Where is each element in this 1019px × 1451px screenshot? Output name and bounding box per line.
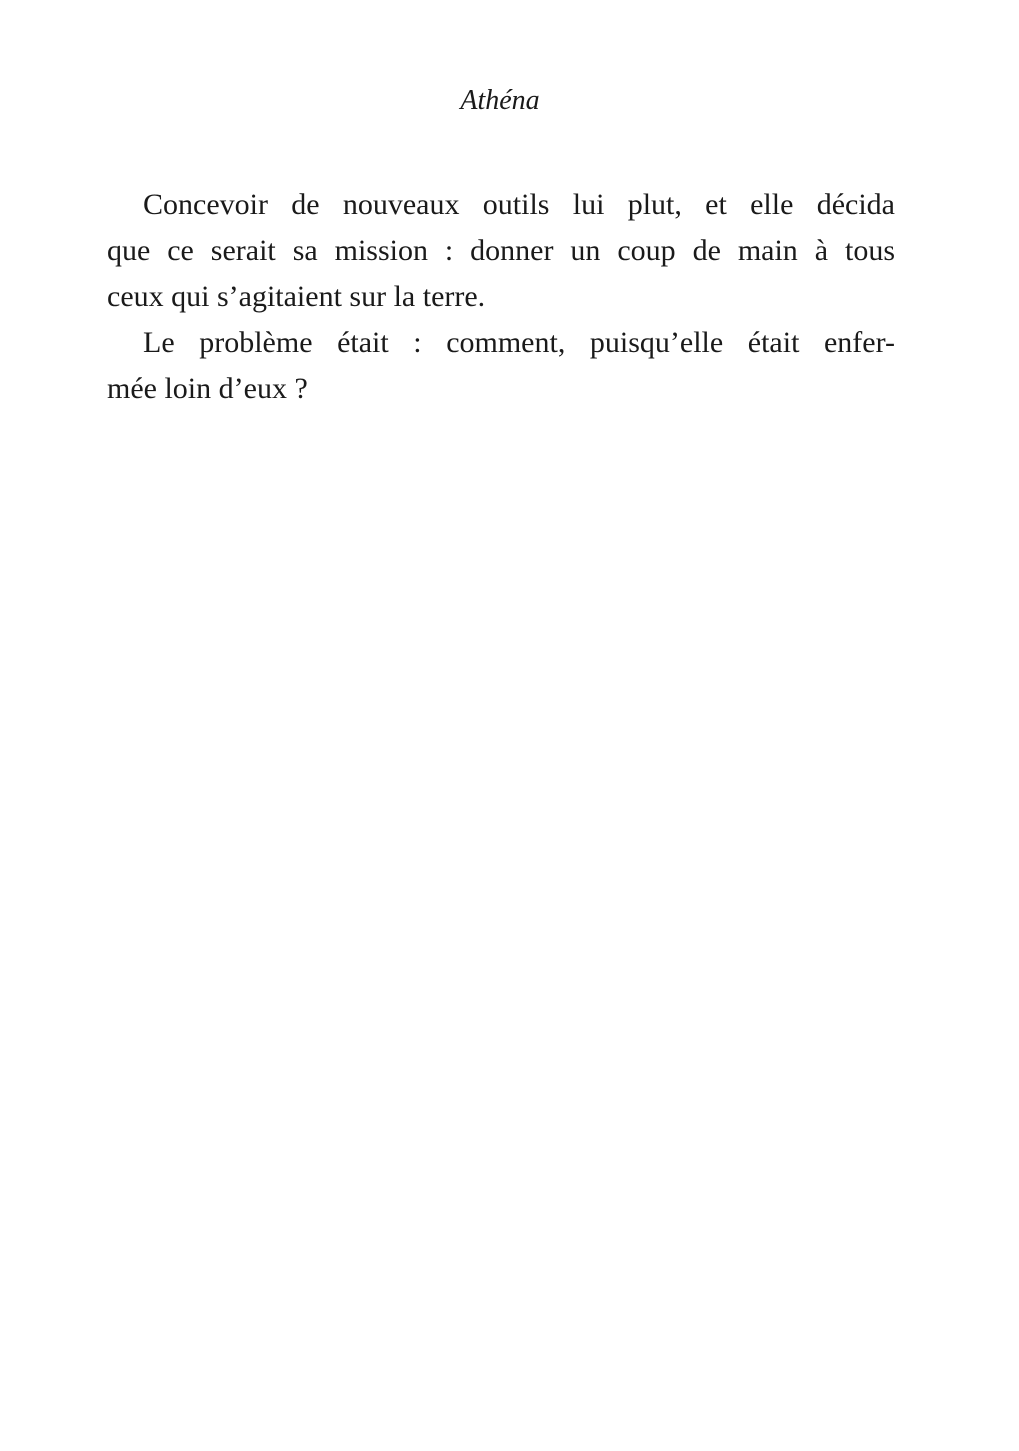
paragraph-1-line-1: Concevoir de nouveaux outils lui plut, et elle décida [143, 188, 895, 221]
running-head: Athéna [460, 85, 540, 116]
body-text [107, 182, 895, 412]
paragraph-2-line-2: mée loin d’eux ? [107, 372, 308, 405]
paragraph-1 [107, 182, 895, 320]
paragraph-1-line-3: ceux qui s’agitaient sur la terre. [107, 280, 486, 313]
paragraph-2 [107, 320, 895, 412]
paragraph-2-line-1: Le problème était : comment, puisqu’elle était enfer- [143, 326, 895, 359]
paragraph-1-line-2: que ce serait sa mission : donner un coup de main à tous [107, 234, 895, 267]
